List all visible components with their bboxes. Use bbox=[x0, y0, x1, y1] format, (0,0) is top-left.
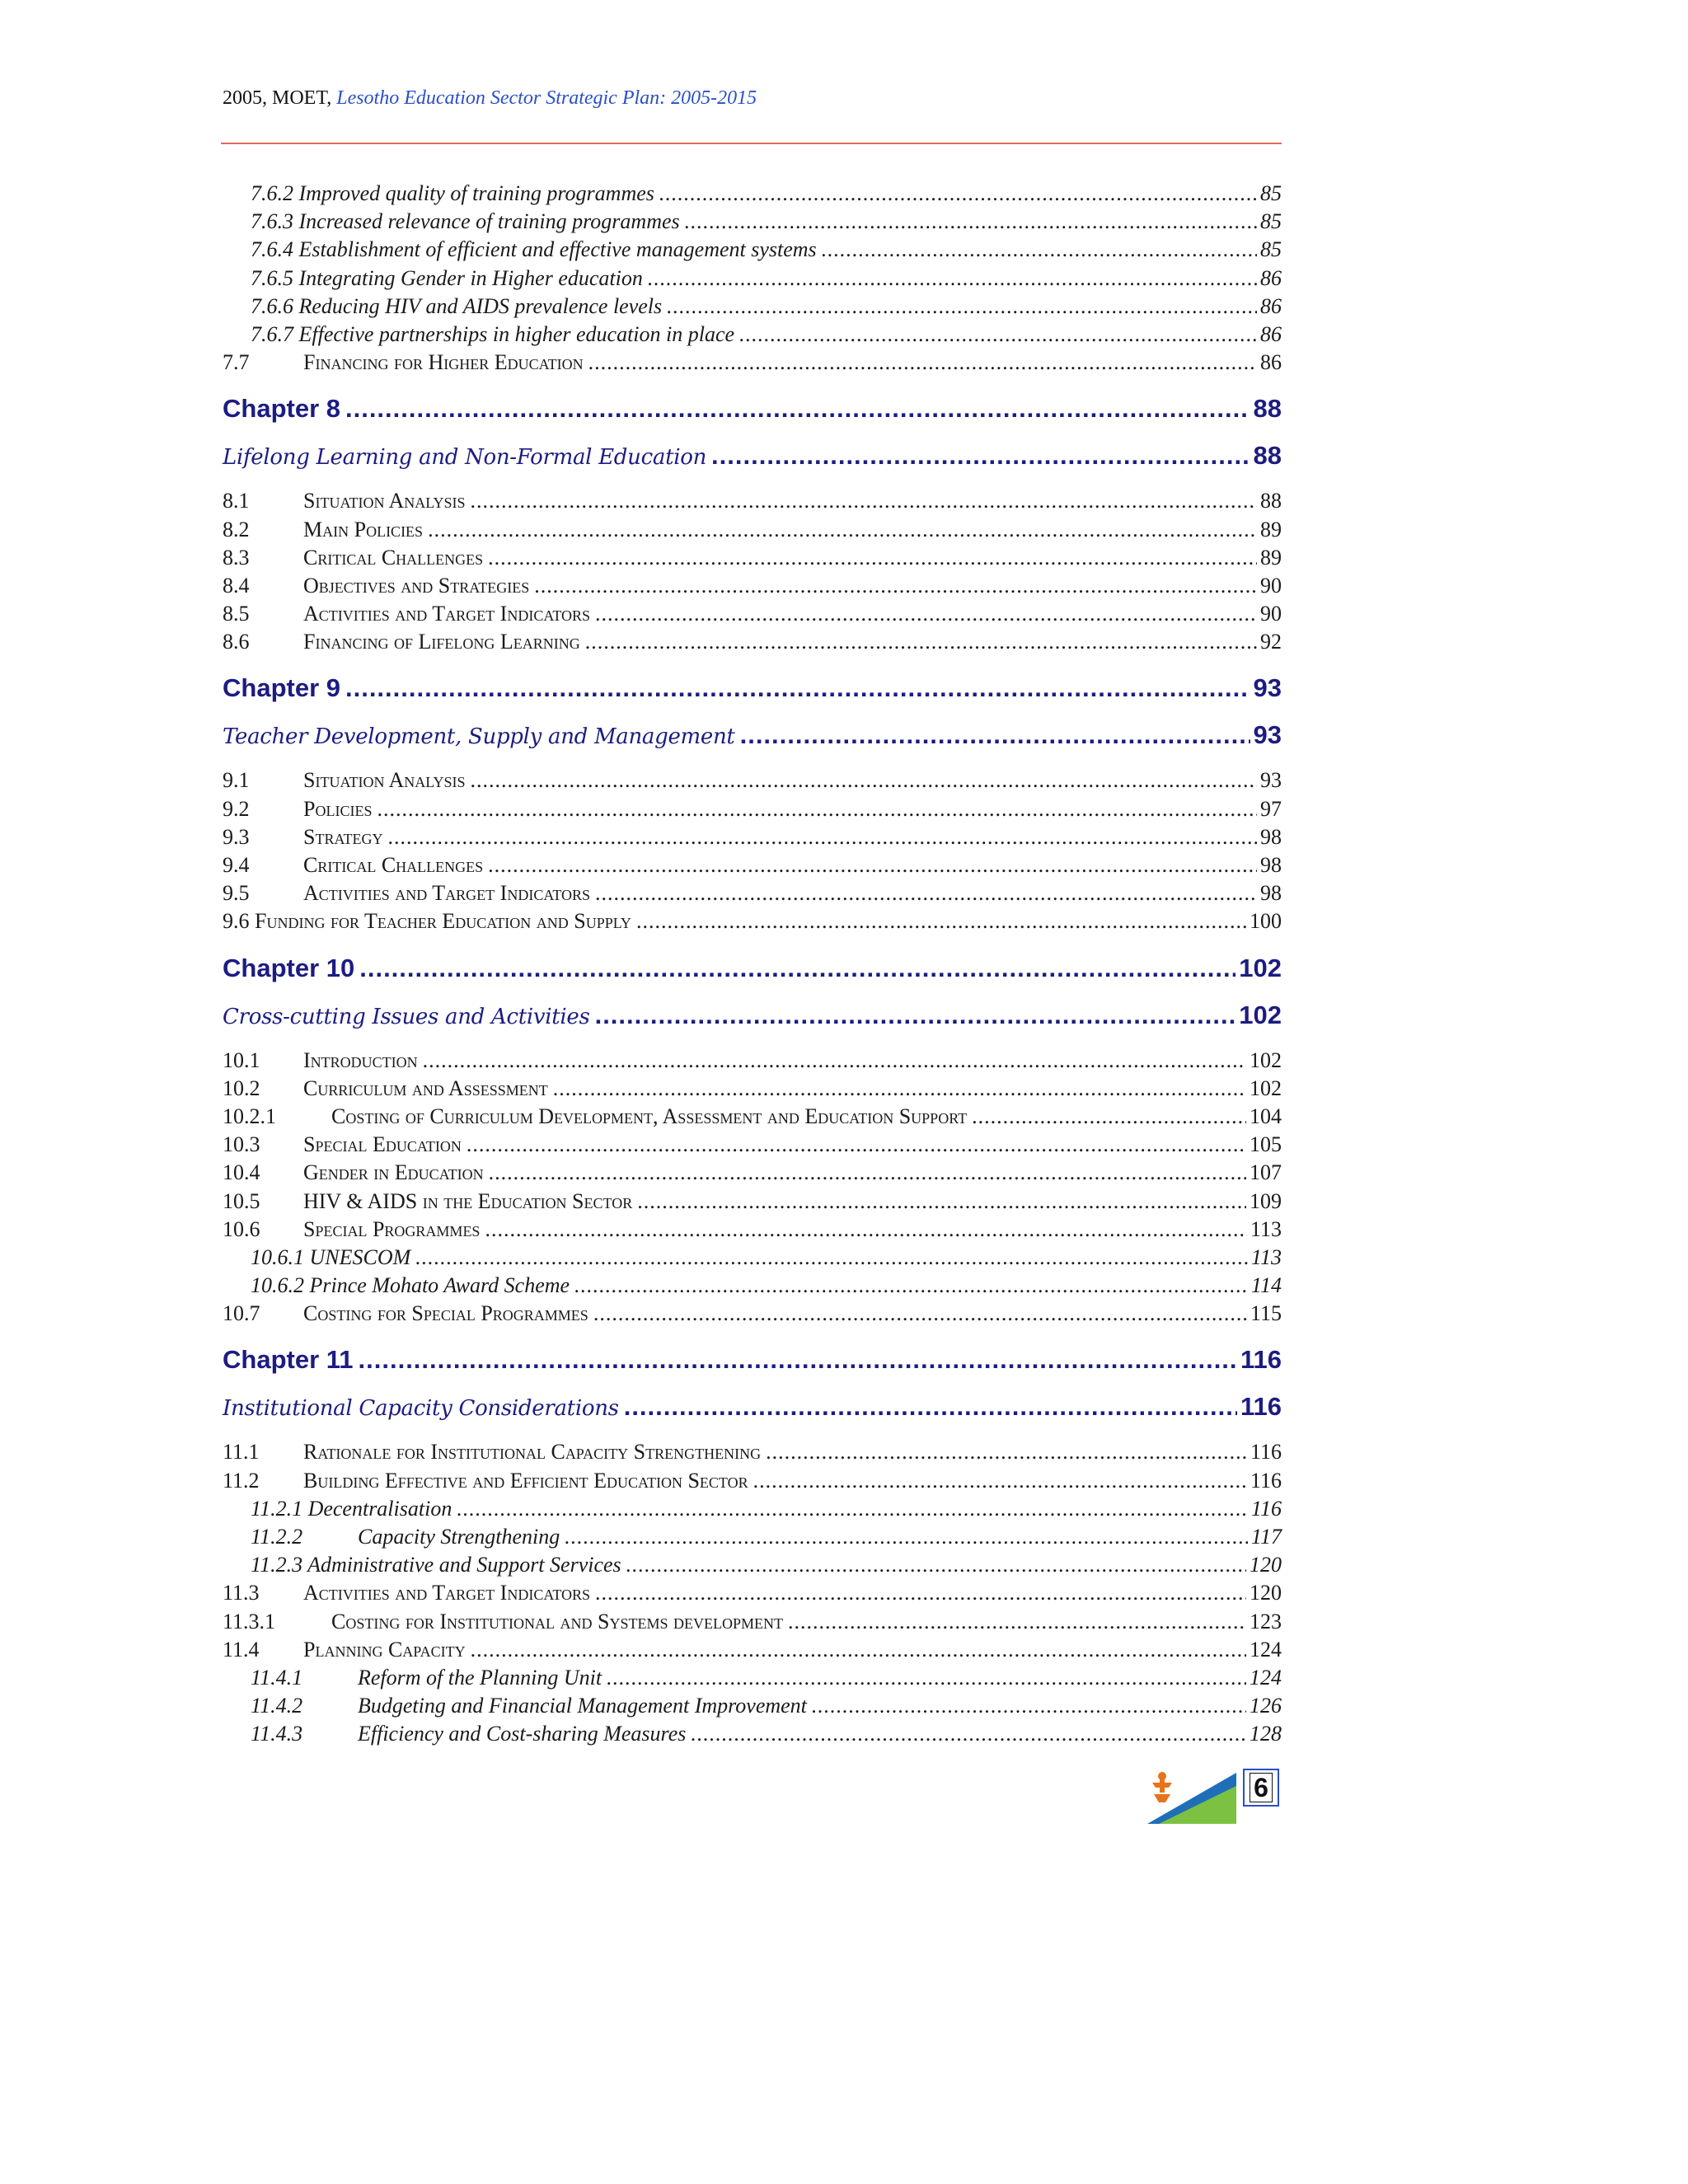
dot-leader bbox=[471, 766, 1258, 794]
toc-entry-title: Special Programmes bbox=[303, 1216, 481, 1241]
toc-entry-page: 114 bbox=[1250, 1273, 1282, 1298]
toc-entry-title: Reform of the Planning Unit bbox=[358, 1665, 603, 1690]
toc-entry-number: 11.4.3 bbox=[251, 1722, 303, 1746]
toc-entry-number: 9.2 bbox=[223, 796, 250, 821]
toc-entry-title: Curriculum and Assessment bbox=[303, 1076, 548, 1100]
toc-entry-number: 10.2 bbox=[223, 1076, 260, 1100]
toc-entry[interactable] bbox=[223, 236, 1282, 264]
toc-entry-page: 85 bbox=[1260, 209, 1282, 234]
toc-chapter-entry[interactable] bbox=[223, 385, 1282, 433]
dot-leader bbox=[485, 1216, 1247, 1244]
toc-entry-page: 116 bbox=[1250, 1496, 1282, 1521]
page-number-box bbox=[1243, 1769, 1279, 1807]
toc-entry-title: 11.2.1 Decentralisation bbox=[251, 1496, 452, 1521]
toc-entry[interactable] bbox=[223, 1216, 1282, 1244]
toc-entry-title: Costing of Curriculum Development, Assessment and Education Support bbox=[331, 1104, 968, 1128]
toc-entry-page: 113 bbox=[1250, 1244, 1282, 1269]
toc-entry[interactable] bbox=[223, 544, 1282, 572]
toc-entry-title: Financing for Higher Education bbox=[303, 350, 584, 375]
toc-entry-page: 117 bbox=[1250, 1525, 1282, 1549]
toc-entry-number: 9.3 bbox=[223, 824, 250, 849]
dot-leader bbox=[488, 851, 1257, 879]
toc-entry-page: 88 bbox=[1260, 489, 1282, 513]
toc-entry-page: 98 bbox=[1260, 881, 1282, 906]
dot-leader bbox=[359, 1336, 1237, 1384]
toc-entry-title: 7.6.2 Improved quality of training programmes bbox=[251, 181, 654, 205]
toc-entry-number: 11.3 bbox=[223, 1581, 260, 1605]
toc-entry[interactable] bbox=[223, 1103, 1282, 1131]
dot-leader bbox=[423, 1047, 1246, 1075]
toc-entry-title: Activities and Target Indicators bbox=[303, 881, 591, 906]
toc-entry-title: Introduction bbox=[303, 1047, 418, 1072]
dot-leader bbox=[637, 1188, 1246, 1216]
toc-entry-page: 116 bbox=[1240, 1345, 1282, 1375]
toc-entry[interactable] bbox=[223, 1579, 1282, 1607]
toc-entry-title: Cross-cutting Issues and Activities bbox=[223, 1004, 590, 1029]
toc-entry-title: Special Education bbox=[303, 1132, 462, 1157]
toc-entry-page: 89 bbox=[1260, 545, 1282, 569]
dot-leader bbox=[739, 321, 1257, 349]
header-divider bbox=[221, 143, 1282, 144]
toc-entry-title: Institutional Capacity Considerations bbox=[223, 1396, 619, 1422]
toc-entry-title: Gender in Education bbox=[303, 1160, 484, 1185]
toc-entry-number: 8.3 bbox=[223, 545, 250, 569]
toc-entry-title: 9.6 Funding for Teacher Education and Supply bbox=[223, 909, 631, 934]
toc-entry-title: Efficiency and Cost-sharing Measures bbox=[358, 1722, 687, 1746]
dot-leader bbox=[585, 628, 1257, 656]
toc-entry-title: Activities and Target Indicators bbox=[303, 602, 591, 626]
dot-leader bbox=[753, 1467, 1247, 1495]
toc-entry-number: 7.7 bbox=[223, 350, 250, 375]
toc-entry-page: 98 bbox=[1260, 824, 1282, 849]
dot-leader bbox=[626, 1551, 1246, 1579]
toc-entry[interactable] bbox=[223, 628, 1282, 656]
toc-chapter-title-entry[interactable] bbox=[223, 433, 1282, 479]
toc-entry-page: 93 bbox=[1260, 768, 1282, 793]
toc-entry-number: 10.4 bbox=[223, 1160, 260, 1185]
toc-entry-number: 11.4 bbox=[223, 1637, 260, 1661]
toc-entry-page: 126 bbox=[1250, 1694, 1282, 1718]
toc-entry-number: 8.2 bbox=[223, 517, 250, 541]
toc-entry[interactable] bbox=[223, 1664, 1282, 1692]
dot-leader bbox=[428, 516, 1257, 544]
toc-entry-number: 11.2.2 bbox=[251, 1525, 303, 1549]
dot-leader bbox=[685, 208, 1257, 236]
toc-entry-page: 92 bbox=[1260, 630, 1282, 654]
dot-leader bbox=[387, 823, 1257, 851]
toc-entry-page: 124 bbox=[1250, 1637, 1282, 1661]
toc-entry[interactable] bbox=[223, 600, 1282, 628]
dot-leader bbox=[595, 992, 1236, 1038]
toc-chapter-title-entry[interactable] bbox=[223, 712, 1282, 758]
dot-leader bbox=[740, 712, 1250, 758]
toc-entry[interactable] bbox=[223, 1075, 1282, 1103]
toc-entry-title: Chapter 9 bbox=[223, 673, 340, 703]
toc-entry-title: 7.6.6 Reducing HIV and AIDS prevalence levels bbox=[251, 293, 663, 318]
dot-leader bbox=[345, 385, 1250, 433]
toc-entry-title: HIV & AIDS in the Education Sector bbox=[303, 1188, 633, 1213]
dot-leader bbox=[667, 293, 1257, 321]
ministry-emblem-icon bbox=[1152, 1772, 1172, 1802]
toc-entry-page: 116 bbox=[1250, 1468, 1282, 1493]
toc-entry-page: 98 bbox=[1260, 853, 1282, 877]
toc-entry-number: 10.3 bbox=[223, 1132, 260, 1157]
toc-entry-number: 11.4.1 bbox=[251, 1665, 303, 1690]
toc-entry[interactable] bbox=[223, 1131, 1282, 1159]
dot-leader bbox=[595, 600, 1257, 628]
dot-leader bbox=[766, 1438, 1247, 1466]
toc-entry-title: Situation Analysis bbox=[303, 489, 466, 513]
toc-entry-title: Chapter 10 bbox=[223, 953, 355, 982]
toc-entry-title: Chapter 11 bbox=[223, 1345, 354, 1375]
dot-leader bbox=[471, 487, 1258, 515]
dot-leader bbox=[359, 944, 1236, 992]
toc-entry-page: 85 bbox=[1260, 181, 1282, 205]
toc-entry-title: Costing for Special Programmes bbox=[303, 1301, 588, 1326]
toc-chapter-title-entry[interactable] bbox=[223, 1384, 1282, 1430]
toc-entry-title: Objectives and Strategies bbox=[303, 573, 530, 598]
toc-entry-page: 86 bbox=[1260, 321, 1282, 346]
toc-entry-title: Chapter 8 bbox=[223, 394, 340, 424]
toc-entry-number: 11.3.1 bbox=[223, 1609, 276, 1633]
toc-entry-title: 7.6.7 Effective partnerships in higher education in place bbox=[251, 321, 735, 346]
dot-leader bbox=[488, 544, 1257, 572]
toc-entry-title: Policies bbox=[303, 796, 373, 821]
toc-entry-number: 9.4 bbox=[223, 853, 250, 877]
toc-entry-number: 8.5 bbox=[223, 602, 250, 626]
toc-entry[interactable] bbox=[223, 823, 1282, 851]
toc-chapter-entry[interactable] bbox=[223, 944, 1282, 992]
dot-leader bbox=[636, 907, 1246, 935]
dot-leader bbox=[711, 433, 1250, 479]
toc-entry-page: 93 bbox=[1253, 673, 1282, 703]
toc-entry-page: 104 bbox=[1250, 1104, 1282, 1128]
toc-entry[interactable] bbox=[223, 1244, 1282, 1272]
toc-entry-title: Capacity Strengthening bbox=[358, 1525, 560, 1549]
dot-leader bbox=[415, 1244, 1248, 1272]
dot-leader bbox=[457, 1495, 1248, 1523]
toc-entry-title: Planning Capacity bbox=[303, 1637, 466, 1661]
toc-chapter-entry[interactable] bbox=[223, 1336, 1282, 1384]
toc-entry[interactable] bbox=[223, 1467, 1282, 1495]
toc-entry[interactable] bbox=[223, 293, 1282, 321]
toc-entry-page: 105 bbox=[1250, 1132, 1282, 1157]
toc-entry[interactable] bbox=[223, 795, 1282, 823]
toc-entry-title: 7.6.5 Integrating Gender in Higher education bbox=[251, 265, 643, 290]
toc-entry[interactable] bbox=[223, 1692, 1282, 1720]
toc-entry-title: Critical Challenges bbox=[303, 545, 484, 569]
toc-entry-page: 97 bbox=[1260, 796, 1282, 821]
dot-leader bbox=[691, 1720, 1246, 1748]
dot-leader bbox=[574, 1272, 1248, 1300]
toc-entry-title: 11.2.3 Administrative and Support Services bbox=[251, 1553, 621, 1577]
toc-entry-page: 116 bbox=[1240, 1392, 1282, 1422]
toc-entry[interactable] bbox=[223, 1159, 1282, 1187]
header-prefix: 2005, MOET, bbox=[223, 87, 337, 109]
toc-entry-title: Activities and Target Indicators bbox=[303, 1581, 591, 1605]
toc-entry-page: 128 bbox=[1250, 1722, 1282, 1746]
toc-entry-title: Financing of Lifelong Learning bbox=[303, 630, 580, 654]
toc-entry-page: 85 bbox=[1260, 237, 1282, 262]
dot-leader bbox=[345, 664, 1250, 712]
toc-entry-page: 107 bbox=[1250, 1160, 1282, 1185]
toc-entry[interactable] bbox=[223, 487, 1282, 515]
toc-entry[interactable] bbox=[223, 1608, 1282, 1636]
toc-entry[interactable] bbox=[223, 349, 1282, 377]
toc-entry[interactable] bbox=[223, 208, 1282, 236]
dot-leader bbox=[607, 1664, 1246, 1692]
dot-leader bbox=[489, 1159, 1246, 1187]
toc-entry-number: 9.1 bbox=[223, 768, 250, 793]
toc-entry-page: 115 bbox=[1250, 1301, 1282, 1326]
toc-entry-page: 102 bbox=[1250, 1047, 1282, 1072]
toc-entry-number: 10.7 bbox=[223, 1301, 260, 1326]
toc-entry-page: 116 bbox=[1250, 1440, 1282, 1465]
dot-leader bbox=[822, 236, 1257, 264]
toc-entry-page: 90 bbox=[1260, 573, 1282, 598]
toc-chapter-entry[interactable] bbox=[223, 664, 1282, 712]
toc-entry-title: Critical Challenges bbox=[303, 853, 484, 877]
toc-entry-page: 88 bbox=[1253, 441, 1282, 471]
toc-entry-number: 11.2 bbox=[223, 1468, 260, 1493]
dot-leader bbox=[565, 1523, 1248, 1551]
dot-leader bbox=[972, 1103, 1246, 1131]
toc-entry[interactable] bbox=[223, 1551, 1282, 1579]
dot-leader bbox=[648, 265, 1257, 293]
toc-entry-page: 120 bbox=[1250, 1581, 1282, 1605]
toc-entry-number: 11.4.2 bbox=[251, 1694, 303, 1718]
toc-entry[interactable] bbox=[223, 851, 1282, 879]
toc-entry-number: 10.5 bbox=[223, 1188, 260, 1213]
header-document-title: Lesotho Education Sector Strategic Plan: 2005-2015 bbox=[336, 87, 757, 109]
dot-leader bbox=[659, 180, 1257, 208]
toc-entry-number: 8.4 bbox=[223, 573, 250, 598]
toc-entry-title: 10.6.2 Prince Mohato Award Scheme bbox=[251, 1273, 570, 1298]
dot-leader bbox=[595, 1579, 1246, 1607]
toc-entry-title: Budgeting and Financial Management Improvement bbox=[358, 1694, 807, 1718]
toc-entry[interactable] bbox=[223, 265, 1282, 293]
toc-entry-page: 124 bbox=[1250, 1665, 1282, 1690]
toc-entry-title: Teacher Development, Supply and Management bbox=[223, 724, 735, 750]
toc-entry-page: 102 bbox=[1239, 1000, 1282, 1029]
toc-entry-number: 10.2.1 bbox=[223, 1104, 276, 1128]
toc-entry[interactable] bbox=[223, 1523, 1282, 1551]
toc-entry-page: 113 bbox=[1250, 1216, 1282, 1241]
toc-entry[interactable] bbox=[223, 1188, 1282, 1216]
dot-leader bbox=[377, 795, 1257, 823]
toc-entry-page: 120 bbox=[1250, 1553, 1282, 1577]
toc-entry-title: Situation Analysis bbox=[303, 768, 466, 793]
toc-entry[interactable] bbox=[223, 1047, 1282, 1075]
toc-entry[interactable] bbox=[223, 1495, 1282, 1523]
toc-entry-title: Building Effective and Efficient Education Sector bbox=[303, 1468, 748, 1493]
toc-entry-number: 11.1 bbox=[223, 1440, 260, 1465]
table-of-contents bbox=[223, 180, 1282, 1749]
toc-entry[interactable] bbox=[223, 766, 1282, 794]
toc-entry[interactable] bbox=[223, 572, 1282, 600]
toc-entry-number: 10.1 bbox=[223, 1047, 260, 1072]
toc-entry-page: 102 bbox=[1239, 953, 1282, 982]
running-header bbox=[223, 87, 1278, 110]
toc-entry[interactable] bbox=[223, 1636, 1282, 1664]
toc-entry[interactable] bbox=[223, 1272, 1282, 1300]
toc-entry-page: 102 bbox=[1250, 1076, 1282, 1100]
toc-entry-title: 10.6.1 UNESCOM bbox=[251, 1244, 411, 1269]
toc-entry-title: Lifelong Learning and Non-Formal Education bbox=[223, 445, 707, 471]
toc-entry-title: Strategy bbox=[303, 824, 383, 849]
toc-entry[interactable] bbox=[223, 1438, 1282, 1466]
toc-entry-number: 10.6 bbox=[223, 1216, 260, 1241]
toc-entry[interactable] bbox=[223, 1300, 1282, 1328]
toc-entry[interactable] bbox=[223, 879, 1282, 907]
toc-entry-title: Costing for Institutional and Systems development bbox=[331, 1609, 783, 1633]
dot-leader bbox=[553, 1075, 1246, 1103]
dot-leader bbox=[588, 349, 1257, 377]
toc-entry-number: 9.5 bbox=[223, 881, 250, 906]
dot-leader bbox=[812, 1692, 1246, 1720]
dot-leader bbox=[624, 1384, 1237, 1430]
toc-entry-page: 93 bbox=[1253, 720, 1282, 750]
dot-leader bbox=[595, 879, 1257, 907]
toc-entry-title: Rationale for Institutional Capacity Strengthening bbox=[303, 1440, 762, 1465]
toc-entry[interactable] bbox=[223, 907, 1282, 935]
dot-leader bbox=[593, 1300, 1247, 1328]
dot-leader bbox=[788, 1608, 1246, 1636]
toc-entry-title: 7.6.3 Increased relevance of training programmes bbox=[251, 209, 680, 234]
toc-entry-page: 109 bbox=[1250, 1188, 1282, 1213]
toc-entry[interactable] bbox=[223, 321, 1282, 349]
toc-entry-number: 8.6 bbox=[223, 630, 250, 654]
dot-leader bbox=[467, 1131, 1246, 1159]
toc-entry-page: 89 bbox=[1260, 517, 1282, 541]
toc-entry-page: 90 bbox=[1260, 602, 1282, 626]
toc-entry-page: 88 bbox=[1253, 394, 1282, 424]
page-number: 6 bbox=[1250, 1773, 1273, 1802]
toc-entry-page: 100 bbox=[1250, 909, 1282, 934]
toc-entry[interactable] bbox=[223, 516, 1282, 544]
toc-entry-page: 86 bbox=[1260, 350, 1282, 375]
toc-entry-title: Main Policies bbox=[303, 517, 424, 541]
toc-entry[interactable] bbox=[223, 180, 1282, 208]
toc-entry-page: 123 bbox=[1250, 1609, 1282, 1633]
toc-entry-title: 7.6.4 Establishment of efficient and effective management systems bbox=[251, 237, 817, 262]
toc-entry-page: 86 bbox=[1260, 293, 1282, 318]
dot-leader bbox=[534, 572, 1257, 600]
toc-entry[interactable] bbox=[223, 1720, 1282, 1748]
toc-entry-number: 8.1 bbox=[223, 489, 250, 513]
toc-entry-page: 86 bbox=[1260, 265, 1282, 290]
dot-leader bbox=[471, 1636, 1246, 1664]
toc-chapter-title-entry[interactable] bbox=[223, 992, 1282, 1038]
